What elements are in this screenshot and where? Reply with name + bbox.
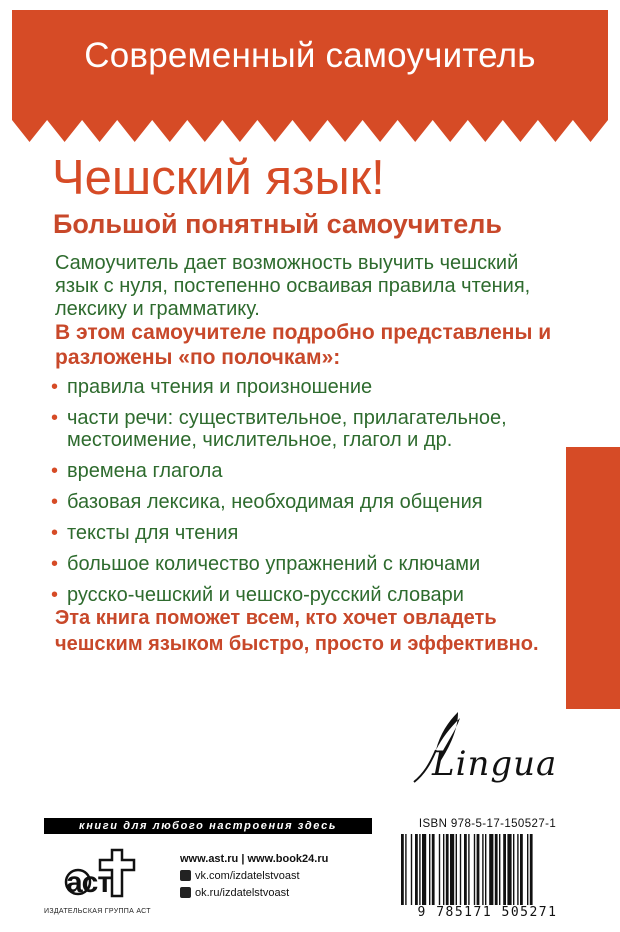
- book-subtitle: Большой понятный самоучитель: [53, 209, 503, 239]
- barcode-bar: [432, 834, 435, 910]
- barcode-bar: [439, 834, 440, 910]
- feature-item: • правила чтения и произношение: [51, 376, 373, 398]
- bullet-icon: •: [51, 376, 59, 398]
- barcode-bar: [401, 834, 404, 910]
- barcode-bar: [507, 834, 511, 910]
- bullet-icon: •: [51, 522, 59, 544]
- ok-link[interactable]: ok.ru/izdatelstvoast: [195, 887, 290, 899]
- websites-row: [180, 852, 328, 869]
- barcode-bar: [419, 834, 420, 910]
- barcode-bar: [530, 834, 533, 910]
- barcode-bar: [503, 834, 506, 910]
- barcode-bar: [477, 834, 480, 910]
- tagline-strip: книги для любого настроения здесь: [44, 818, 372, 834]
- ast-logo-text: аст: [66, 866, 112, 899]
- lead-paragraph: В этом самоучителе подробно представлены и разложены «по полочкам»:: [55, 321, 552, 369]
- side-accent-bar: [566, 447, 620, 709]
- ok-icon: [180, 887, 191, 898]
- barcode-bar: [485, 834, 486, 910]
- barcode-bar: [520, 834, 523, 910]
- barcode: [395, 834, 580, 910]
- vk-icon: [180, 870, 191, 881]
- bullet-icon: •: [51, 460, 59, 482]
- feature-list: [51, 376, 566, 615]
- barcode-bar: [527, 834, 528, 910]
- bullet-icon: •: [51, 407, 59, 429]
- vk-row: [180, 869, 328, 886]
- ast-publisher-logo: [60, 846, 140, 906]
- barcode-bar: [517, 834, 518, 910]
- websites-text[interactable]: www.ast.ru | www.book24.ru: [180, 853, 329, 865]
- barcode-bar: [513, 834, 514, 910]
- feature-item: • большое количество упражнений с ключами: [51, 553, 481, 575]
- barcode-bar: [450, 834, 454, 910]
- barcode-bar: [495, 834, 498, 910]
- barcode-bar: [446, 834, 449, 910]
- ok-row: [180, 886, 328, 903]
- series-banner: [12, 10, 608, 145]
- barcode-bar: [482, 834, 483, 910]
- barcode-bar: [405, 834, 406, 910]
- bullet-icon: •: [51, 584, 59, 606]
- bullet-icon: •: [51, 491, 59, 513]
- lingua-logo: [400, 708, 560, 788]
- barcode-bar: [468, 834, 469, 910]
- barcode-bar: [411, 834, 412, 910]
- barcode-bar: [456, 834, 457, 910]
- barcode-bar: [443, 834, 444, 910]
- bullet-icon: •: [51, 553, 59, 575]
- barcode-digits: 9 785171 505271: [395, 905, 580, 920]
- publisher-name: ИЗДАТЕЛЬСКАЯ ГРУППА АСТ: [44, 908, 151, 915]
- barcode-bar: [460, 834, 461, 910]
- feature-item: • времена глагола: [51, 460, 223, 482]
- feature-item: • тексты для чтения: [51, 522, 239, 544]
- barcode-bar: [474, 834, 475, 910]
- barcode-bar: [422, 834, 426, 910]
- publisher-links: [180, 852, 328, 903]
- vk-link[interactable]: vk.com/izdatelstvoast: [195, 870, 300, 882]
- intro-paragraph: Самоучитель дает возможность выучить чешский язык с нуля, постепенно осваивая правила чтения, лексику и грамматику.: [55, 252, 531, 320]
- barcode-bar: [499, 834, 500, 910]
- barcode-bar: [464, 834, 467, 910]
- isbn-label: ISBN 978-5-17-150527-1: [418, 818, 557, 830]
- book-title: Чешский язык!: [52, 151, 385, 205]
- lingua-logo-text: Lingua: [432, 744, 558, 784]
- barcode-bar: [415, 834, 418, 910]
- closing-paragraph: Эта книга поможет всем, кто хочет овладеть чешским языком быстро, просто и эффективно.: [55, 607, 539, 655]
- feature-item: • части речи: существительное, прилагательное, местоимение, числительное, глагол и др.: [51, 407, 507, 451]
- feature-item: • русско-чешский и чешско-русский словари: [51, 584, 464, 606]
- series-title: Современный самоучитель: [84, 36, 536, 75]
- barcode-bar: [489, 834, 493, 910]
- barcode-bar: [429, 834, 430, 910]
- feature-item: • базовая лексика, необходимая для общения: [51, 491, 483, 513]
- banner-shape: [12, 10, 608, 145]
